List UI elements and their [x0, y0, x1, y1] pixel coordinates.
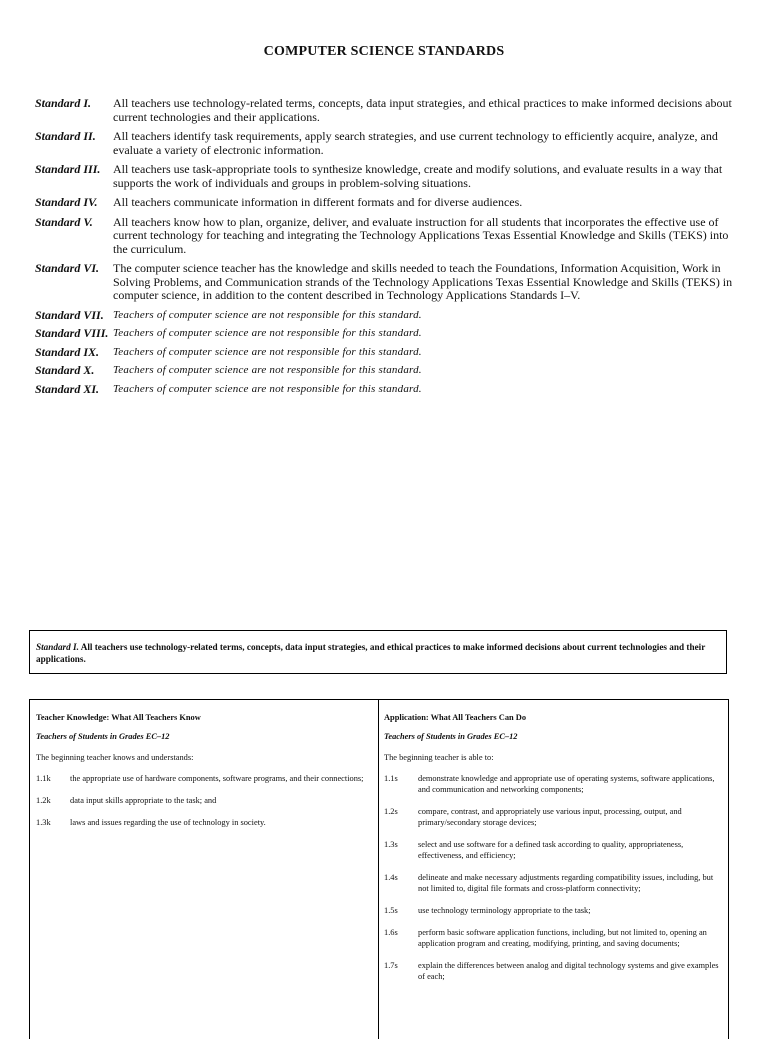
- application-column: [379, 700, 728, 1039]
- item-text: compare, contrast, and appropriately use various input, processing, output, and primary/secondary storage devices;: [418, 807, 682, 827]
- standard-text: All teachers communicate information in different formats and for diverse audiences.: [113, 195, 523, 209]
- standard-label: Standard VI.: [35, 261, 100, 275]
- standard-text: All teachers identify task requirements, apply search strategies, and use current technology to efficiently acquire, analyze, and evaluate a variety of electronic information.: [113, 129, 718, 157]
- item-number: 1.7s: [384, 961, 398, 970]
- standard-label: Standard VIII.: [35, 326, 109, 340]
- standards-table: [29, 699, 729, 1039]
- standard-summary-box: [29, 630, 727, 674]
- standard-row: [35, 216, 735, 257]
- list-item: [36, 773, 372, 784]
- item-number: 1.3s: [384, 840, 398, 849]
- standard-label: Standard IX.: [35, 344, 100, 359]
- standard-label: Standard II.: [35, 129, 96, 143]
- application-intro: The beginning teacher is able to:: [384, 753, 494, 762]
- item-number: 1.2s: [384, 807, 398, 816]
- standard-row: [35, 97, 735, 124]
- standard-row: [35, 262, 735, 303]
- standard-text: Teachers of computer science are not responsible for this standard.: [113, 327, 422, 339]
- standard-label: Standard IV.: [35, 195, 98, 209]
- list-item: [384, 773, 722, 795]
- standard-label: Standard VII.: [35, 307, 104, 322]
- list-item: [384, 960, 722, 982]
- standard-text: Teachers of computer science are not responsible for this standard.: [113, 382, 422, 395]
- standard-row: [35, 346, 735, 360]
- item-number: 1.3k: [36, 818, 51, 827]
- item-number: 1.5s: [384, 906, 398, 915]
- knowledge-column: [30, 700, 379, 1039]
- list-item: [384, 806, 722, 828]
- standard-text: All teachers use task-appropriate tools to synthesize knowledge, create and modify solutions, and evaluate results in a way that supports the work of individuals and groups in problem-solving situations.: [113, 162, 723, 190]
- item-number: 1.6s: [384, 928, 398, 937]
- item-number: 1.1s: [384, 774, 398, 783]
- item-text: the appropriate use of hardware components, software programs, and their connections;: [70, 774, 364, 783]
- standard-label: Standard I.: [35, 96, 92, 110]
- box-text: All teachers use technology-related terms, concepts, data input strategies, and ethical practices to make informed decisions about current technologies and their applications.: [36, 642, 706, 664]
- page-title: COMPUTER SCIENCE STANDARDS: [263, 44, 505, 59]
- standard-label: Standard III.: [35, 162, 101, 176]
- standard-text: Teachers of computer science are not responsible for this standard.: [113, 345, 422, 358]
- item-text: use technology terminology appropriate to the task;: [418, 906, 591, 915]
- box-label: Standard I.: [36, 642, 79, 652]
- standard-row: [35, 130, 735, 157]
- list-item: [384, 927, 722, 949]
- standard-label: Standard X.: [35, 363, 95, 377]
- item-number: 1.4s: [384, 873, 398, 882]
- standard-text: Teachers of computer science are not responsible for this standard.: [113, 364, 422, 376]
- list-item: [384, 872, 722, 894]
- application-subheading: Teachers of Students in Grades EC–12: [384, 732, 518, 741]
- item-number: 1.1k: [36, 774, 51, 783]
- standard-row: [35, 364, 735, 378]
- knowledge-heading: Teacher Knowledge: What All Teachers Know: [36, 713, 201, 722]
- list-item: [36, 817, 372, 828]
- standard-text: All teachers know how to plan, organize, deliver, and evaluate instruction for all students that incorporates the effective use of current technology for teaching and integrating the Technology Applications Texas Essential Knowledge and Skills (TEKS) into the curriculum.: [113, 214, 729, 256]
- item-text: select and use software for a defined task according to quality, appropriateness, effectiveness, and efficiency;: [418, 840, 684, 860]
- standard-label: Standard XI.: [35, 381, 100, 396]
- knowledge-subheading: Teachers of Students in Grades EC–12: [36, 732, 170, 741]
- standard-row: [35, 383, 735, 397]
- item-text: demonstrate knowledge and appropriate use of operating systems, software applications, and communication and networking components;: [418, 774, 715, 794]
- standard-row: [35, 163, 735, 190]
- list-item: [384, 905, 722, 916]
- standard-text: The computer science teacher has the knowledge and skills needed to teach the Foundations, Information Acquisition, Work in Solving Problems, and Communication strands of the Technology Applications Texas Essential Knowledge and Skills (TEKS) in computer science, in addition to the content described in Technology Applications Standards I–V.: [113, 261, 733, 302]
- standard-text: All teachers use technology-related terms, concepts, data input strategies, and ethical practices to make informed decisions about current technologies and their applications.: [113, 96, 732, 124]
- item-text: laws and issues regarding the use of technology in society.: [70, 818, 266, 827]
- standards-list: [35, 97, 735, 401]
- list-item: [384, 839, 722, 861]
- item-text: perform basic software application functions, including, but not limited to, opening an application program and creating, modifying, printing, and saving documents;: [418, 928, 707, 948]
- item-text: delineate and make necessary adjustments regarding compatibility issues, including, but not limited to, digital file formats and cross-platform connectivity;: [418, 873, 714, 893]
- standard-row: [35, 196, 735, 210]
- standard-label: Standard V.: [35, 214, 93, 229]
- knowledge-intro: The beginning teacher knows and understands:: [36, 753, 194, 762]
- item-number: 1.2k: [36, 796, 51, 805]
- list-item: [36, 795, 372, 806]
- application-heading: Application: What All Teachers Can Do: [384, 713, 527, 722]
- standard-row: [35, 327, 735, 341]
- item-text: data input skills appropriate to the task; and: [70, 796, 217, 805]
- item-text: explain the differences between analog and digital technology systems and give examples of each;: [418, 961, 719, 981]
- standard-row: [35, 309, 735, 323]
- standard-text: Teachers of computer science are not responsible for this standard.: [113, 308, 422, 321]
